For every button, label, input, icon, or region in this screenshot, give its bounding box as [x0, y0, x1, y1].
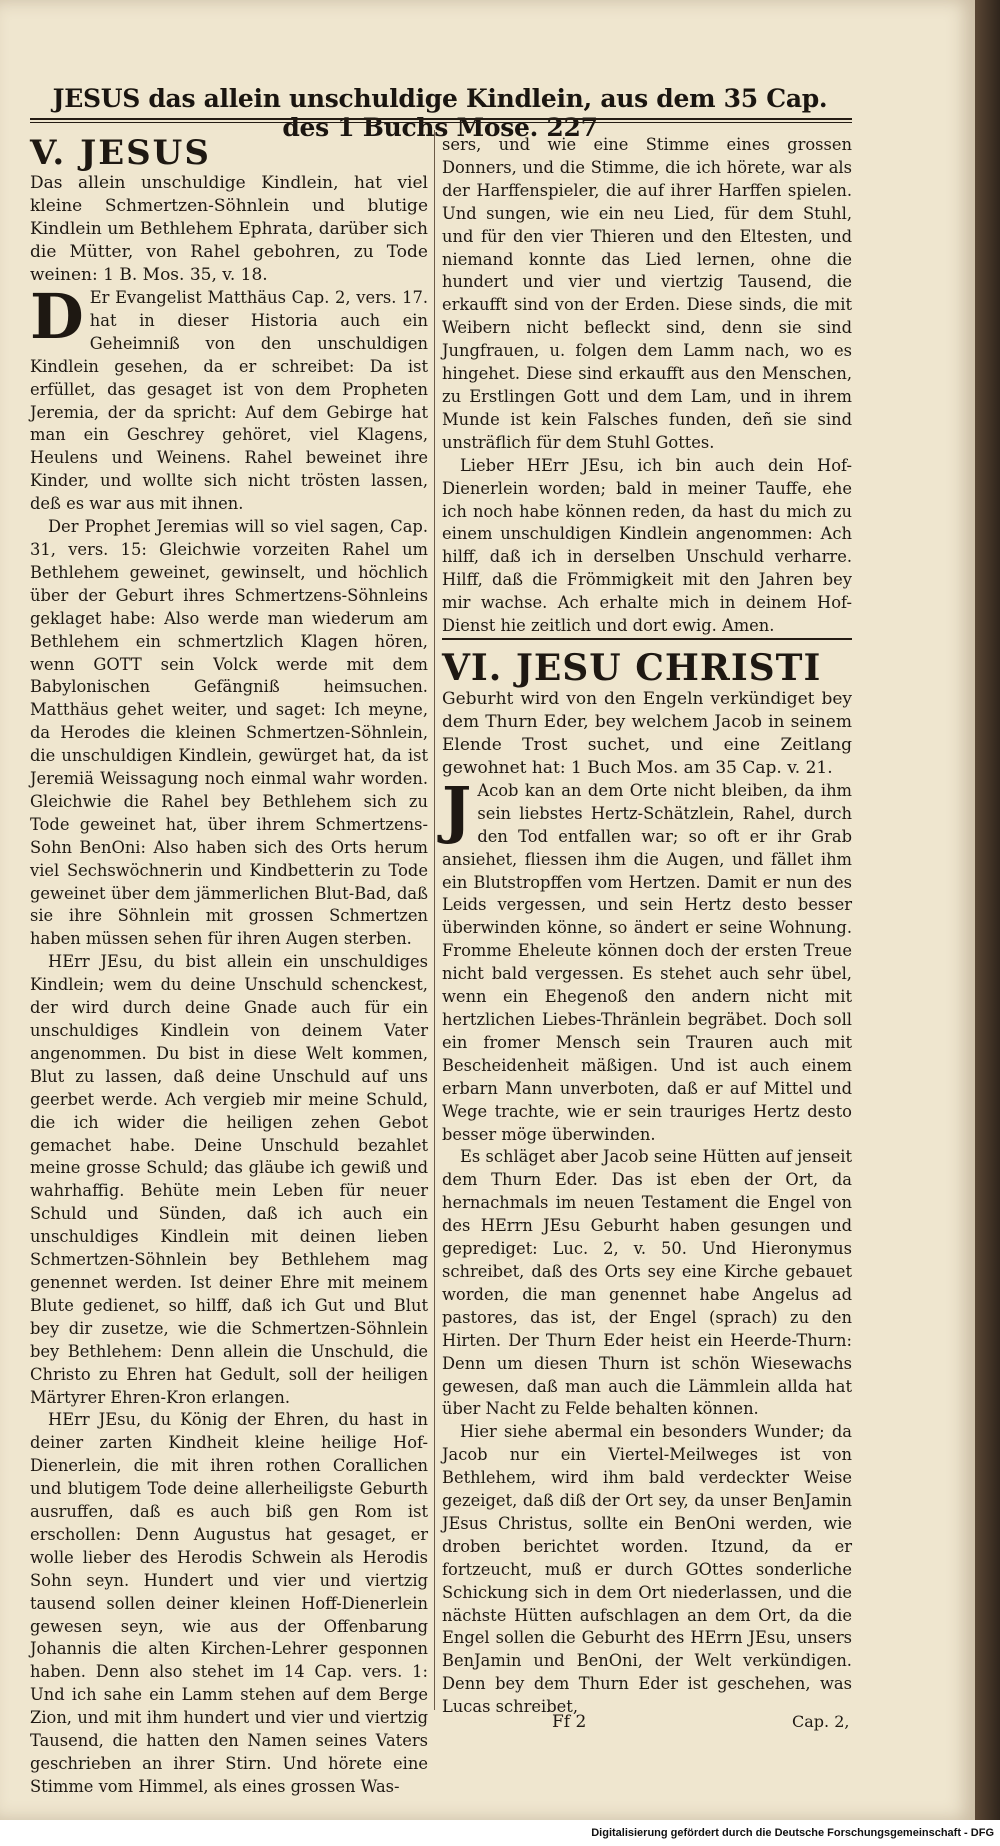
footer-bar — [0, 1820, 1000, 1846]
left-column — [30, 134, 428, 1799]
drop-cap: J — [442, 772, 472, 846]
section-intro-vi: Geburht wird von den Engeln verkündiget bey dem Thurn Eder, bey welchem Jacob in seinem Elende Trost suchet, und eine Zeitlang gewohnet hat: 1 Buch Mos. am 35 Cap. v. 21. — [442, 688, 852, 778]
section-title-v: V. JESUS — [30, 133, 211, 173]
column-separator — [434, 130, 435, 1710]
footer-credit: Digitalisierung gefördert durch die Deutsche Forschungsgemeinschaft - DFG — [591, 1827, 994, 1839]
paragraph: sers, und wie eine Stimme eines grossen Donners, und die Stimme, die ich hörete, war als der Harffenspieler, die auf ihrer Harffen spielen. Und sungen, wie ein neu Lied, für dem Stuhl, und für den vier Thieren und den Eltesten, und niemand konnte das Lied lernen, ohne die hundert und vier und viertzig Tausend, die erkaufft sind von der Erden. Diese sinds, die mit Weibern nicht befleckt sind, denn sie sind Jungfrauen, u. folgen dem Lamm nach, wo es hingehet. Diese sind erkaufft aus den Menschen, zu Erstlingen Gott und dem Lam, und in ihrem Munde ist kein Falsches funden, deñ sie sind unsträflich für dem Stuhl Gottes. — [442, 135, 852, 452]
paragraph: D Er Evangelist Matthäus Cap. 2, vers. 17. hat in dieser Historia auch ein Geheimniß von den unschuldigen Kindlein gesehen, da er schreibet: Da ist erfüllet, das gesaget ist von dem Propheten Jeremia, der da spricht: Auf dem Gebirge hat man ein Geschrey gehöret, viel Klagens, Heulens und Weinens. Rahel beweinet ihre Kinder, und wollte sich nicht trösten lassen, deß es war aus mit ihnen. — [30, 280, 428, 514]
signature-mark: Ff 2 — [552, 1712, 587, 1732]
paragraph: Es schläget aber Jacob seine Hütten auf jenseit dem Thurn Eder. Das ist eben der Ort, da hernachmals im neuen Testament die Engel von des HErrn JEsu Geburht haben gesungen und geprediget: Luc. 2, v. 50. Und Hieronymus schreibet, daß des Orts sey eine Kirche gebauet worden, die man genennet habe Angelus ad pastores, das ist, der Engel (sprach) zu den Hirten. Der Thurn Eder heist ein Heerde-Thurn: Denn um diesen Thurn ist schön Wiesewachs gewesen, daß man auch die Lämmlein allda hat über Nacht zu Felde behalten können. — [442, 1147, 852, 1419]
running-header: JESUS das allein unschuldige Kindlein, aus dem 35 Cap. des 1 Buchs Mose. 227 — [52, 84, 828, 142]
paragraph: Hier siehe abermal ein besonders Wunder; da Jacob nur ein Viertel-Meilweges ist von Bethlehem, wird ihm bald verdeckter Weise gezeiget, daß diß der Ort sey, da unser BenJamin JEsus Christus, sollte ein BenOni werden, wie droben berichtet worden. Itzund, da er fortzeucht, muß er durch GOttes sonderliche Schickung sich in dem Ort niederlassen, und die nächste Hütten aufschlagen an dem Ort, da die Engel sollen die Geburht des HErrn JEsu, unsers BenJamin und BenOni, der Welt verkündigen. Denn bey dem Thurn Eder ist geschehen, was Lucas schreibet, — [442, 1422, 852, 1717]
paragraph: J Acob kan an dem Orte nicht bleiben, da ihm sein liebstes Hertz-Schätzlein, Rahel, durch den Tod entfallen war; so oft er ihr Grab ansiehet, fliessen ihm die Augen, und fället ihm ein Blutstropffen vom Hertzen. Damit er nun des Leids vergessen, und sein Hertz desto besser überwinden könne, so ändert er seine Wohnung. Fromme Eheleute können doch der ersten Treue nicht bald vergessen. Es stehet auch sehr übel, wenn ein Ehegenoß den andern nicht mit hertzlichen Liebes-Thränlein begräbet. Doch soll ein fromer Mensch sein Trauren auch mit Bescheidenheit mäßigen. Und ist auch einem erbarn Mann unverboten, daß er auf Mittel und Wege trachte, wie er sein trauriges Hertz desto besser möge überwinden. — [442, 772, 852, 1144]
header-rule-thin — [30, 122, 852, 123]
catchword: Cap. 2, — [792, 1712, 850, 1731]
paragraph: HErr JEsu, du bist allein ein unschuldiges Kindlein; wem du deine Unschuld schenckest, der wird durch deine Gnade auch für ein unschuldiges Kindlein von deinem Vater angenommen. Du bist in diese Welt kommen, Blut zu lassen, daß deine Unschuld auf uns geerbet werde. Ach vergieb mir meine Schuld, die ich wider die heiligen zehen Gebot gemachet habe. Deine Unschuld bezahlet meine grosse Schuld; das gläube ich gewiß und wahrhaffig. Behüte mein Leben für neuer Schuld und Sünden, daß ich auch ein unschuldiges Kindlein mit deinen lieben Schmertzen-Söhnlein bey Bethlehem mag genennet werden. Ist deiner Ehre mit meinem Blute gedienet, so hilff, daß ich Gut und Blut bey dir zusetze, wie die Schmertzen-Söhnlein bey Bethlehem: Denn allein die Unschuld, die Christo zu Ehren hat Gedult, soll der heiligen Märtyrer Ehren-Kron erlangen. — [30, 952, 428, 1407]
book-edge — [975, 0, 1000, 1820]
header-rule — [30, 118, 852, 120]
drop-cap: D — [30, 280, 84, 353]
section-intro-v: Das allein unschuldige Kindlein, hat viel kleine Schmertzen-Söhnlein und blutige Kindlein um Bethlehem Ephrata, darüber sich die Mütter, von Rahel gebohren, zu Tode weinen: 1 B. Mos. 35, v. 18. — [30, 173, 428, 285]
paragraph: HErr JEsu, du König der Ehren, du hast in deiner zarten Kindheit kleine heilige Hof-Dienerlein, die mit ihren rothen Corallichen und blutigem Tode deine allerheiligste Geburth ausruffen, daß es auch biß gen Rom ist erschollen: Denn Augustus hat gesaget, er wolle lieber des Herodis Schwein als Herodis Sohn seyn. Hundert und vier und viertzig tausend sollen deiner kleinen Hoff-Dienerlein gewesen seyn, wie aus der Offenbarung Johannis die alten Kirchen-Lehrer gesponnen haben. Denn also stehet im 14 Cap. vers. 1: Und ich sahe ein Lamm stehen auf dem Berge Zion, und mit ihm hundert und vier und viertzig Tausend, die hatten den Namen seines Vaters geschrieben an ihrer Stirn. Und hörete eine Stimme vom Himmel, als eines grossen Was- — [30, 1410, 428, 1796]
paragraph: Der Prophet Jeremias will so viel sagen, Cap. 31, vers. 15: Gleichwie vorzeiten Rahel um Bethlehem geweinet, gewinselt, und höchlich über der Geburt ihres Schmertzens-Söhnleins geklaget habe: Also werde man wiederum am Bethlehem ein schmertzlich Klagen hören, wenn GOTT sein Volck werde mit dem Babylonischen Gefängniß heimsuchen. Matthäus gehet weiter, und saget: Ich meyne, da Herodes die kleinen Schmertzen-Söhnlein, die unschuldigen Kindlein, gewürget hat, da ist Jeremiä Weissagung noch einmal wahr worden. Gleichwie die Rahel bey Bethlehem sich zu Tode geweinet hat, über ihrem Schmertzens-Sohn BenOni: Also haben sich des Orts herum viel Sechswöchnerin und Kindbetterin zu Tode geweinet über dem jämmerlichen Blut-Bad, daß sie ihre Söhnlein mit grossen Schmertzen haben müssen sehen für ihren Augen sterben. — [30, 517, 428, 949]
right-column — [442, 134, 852, 1719]
section-title-vi: VI. JESU CHRISTI — [442, 638, 852, 688]
paragraph: Lieber HErr JEsu, ich bin auch dein Hof-Dienerlein worden; bald in meiner Tauffe, ehe ich noch habe können reden, da hast du mich zu einem unschuldigen Kindlein angenommen: Ach hilff, daß ich in derselben Unschuld verharre. Hilff, daß die Frömmigkeit mit den Jahren bey mir wachse. Ach erhalte mich in deinem Hof-Dienst hie zeitlich und dort ewig. Amen. — [442, 455, 852, 636]
